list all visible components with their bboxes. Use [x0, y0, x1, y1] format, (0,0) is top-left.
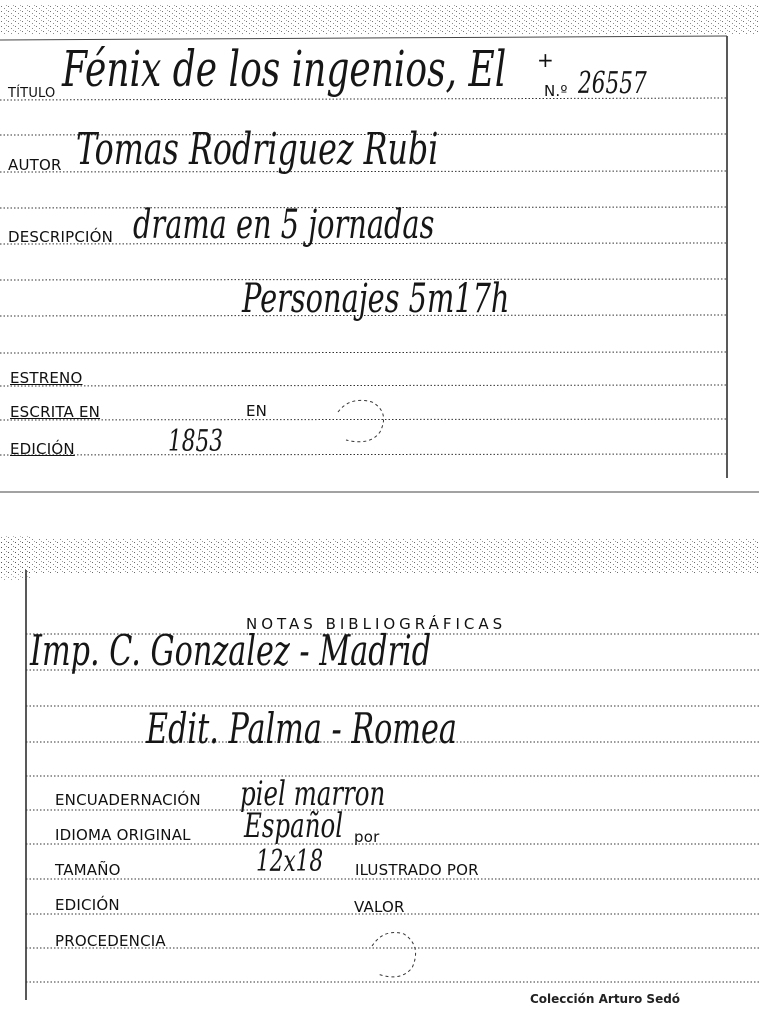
cross-mark: + [537, 48, 554, 72]
descripcion-value: drama en 5 jornadas [133, 202, 435, 248]
numero-label: N.º [544, 82, 568, 100]
note-line-2: Edit. Palma - Romea [146, 704, 457, 753]
estreno-label: ESTRENO [10, 369, 83, 387]
idioma-value: Español [244, 806, 344, 846]
titulo-value: Fénix de los ingenios, El [62, 40, 507, 98]
catalog-card-back [0, 530, 759, 1028]
encuadernacion-value: piel marron [240, 774, 386, 814]
descripcion-value-2: Personajes 5m17h [242, 276, 510, 322]
catalog-card-front [0, 0, 759, 500]
titulo-label: TÍTULO [8, 86, 56, 101]
encuadernacion-label: ENCUADERNACIÓN [55, 791, 201, 809]
por-label: por [354, 828, 380, 846]
collection-footer: Colección Arturo Sedó [530, 992, 681, 1006]
numero-value: 26557 [578, 66, 647, 101]
idioma-label: IDIOMA ORIGINAL [55, 826, 191, 844]
notas-heading: NOTAS BIBLIOGRÁFICAS [246, 615, 507, 633]
autor-value: Tomas Rodriguez Rubi [76, 124, 439, 175]
escrita-en-label: ESCRITA EN [10, 403, 101, 421]
procedencia-label: PROCEDENCIA [55, 932, 166, 950]
edicion-label-2: EDICIÓN [55, 896, 120, 914]
ilustrado-label: ILUSTRADO POR [355, 861, 479, 879]
autor-label: AUTOR [8, 156, 62, 174]
descripcion-label: DESCRIPCIÓN [8, 228, 114, 246]
valor-label: VALOR [354, 898, 405, 916]
tamano-value: 12x18 [256, 844, 324, 879]
tamano-label: TAMAÑO [55, 861, 121, 879]
en-label: EN [246, 402, 268, 420]
edicion-label: EDICIÓN [10, 440, 75, 458]
note-line-1: Imp. C. Gonzalez - Madrid [30, 626, 432, 675]
edicion-value: 1853 [168, 424, 223, 459]
